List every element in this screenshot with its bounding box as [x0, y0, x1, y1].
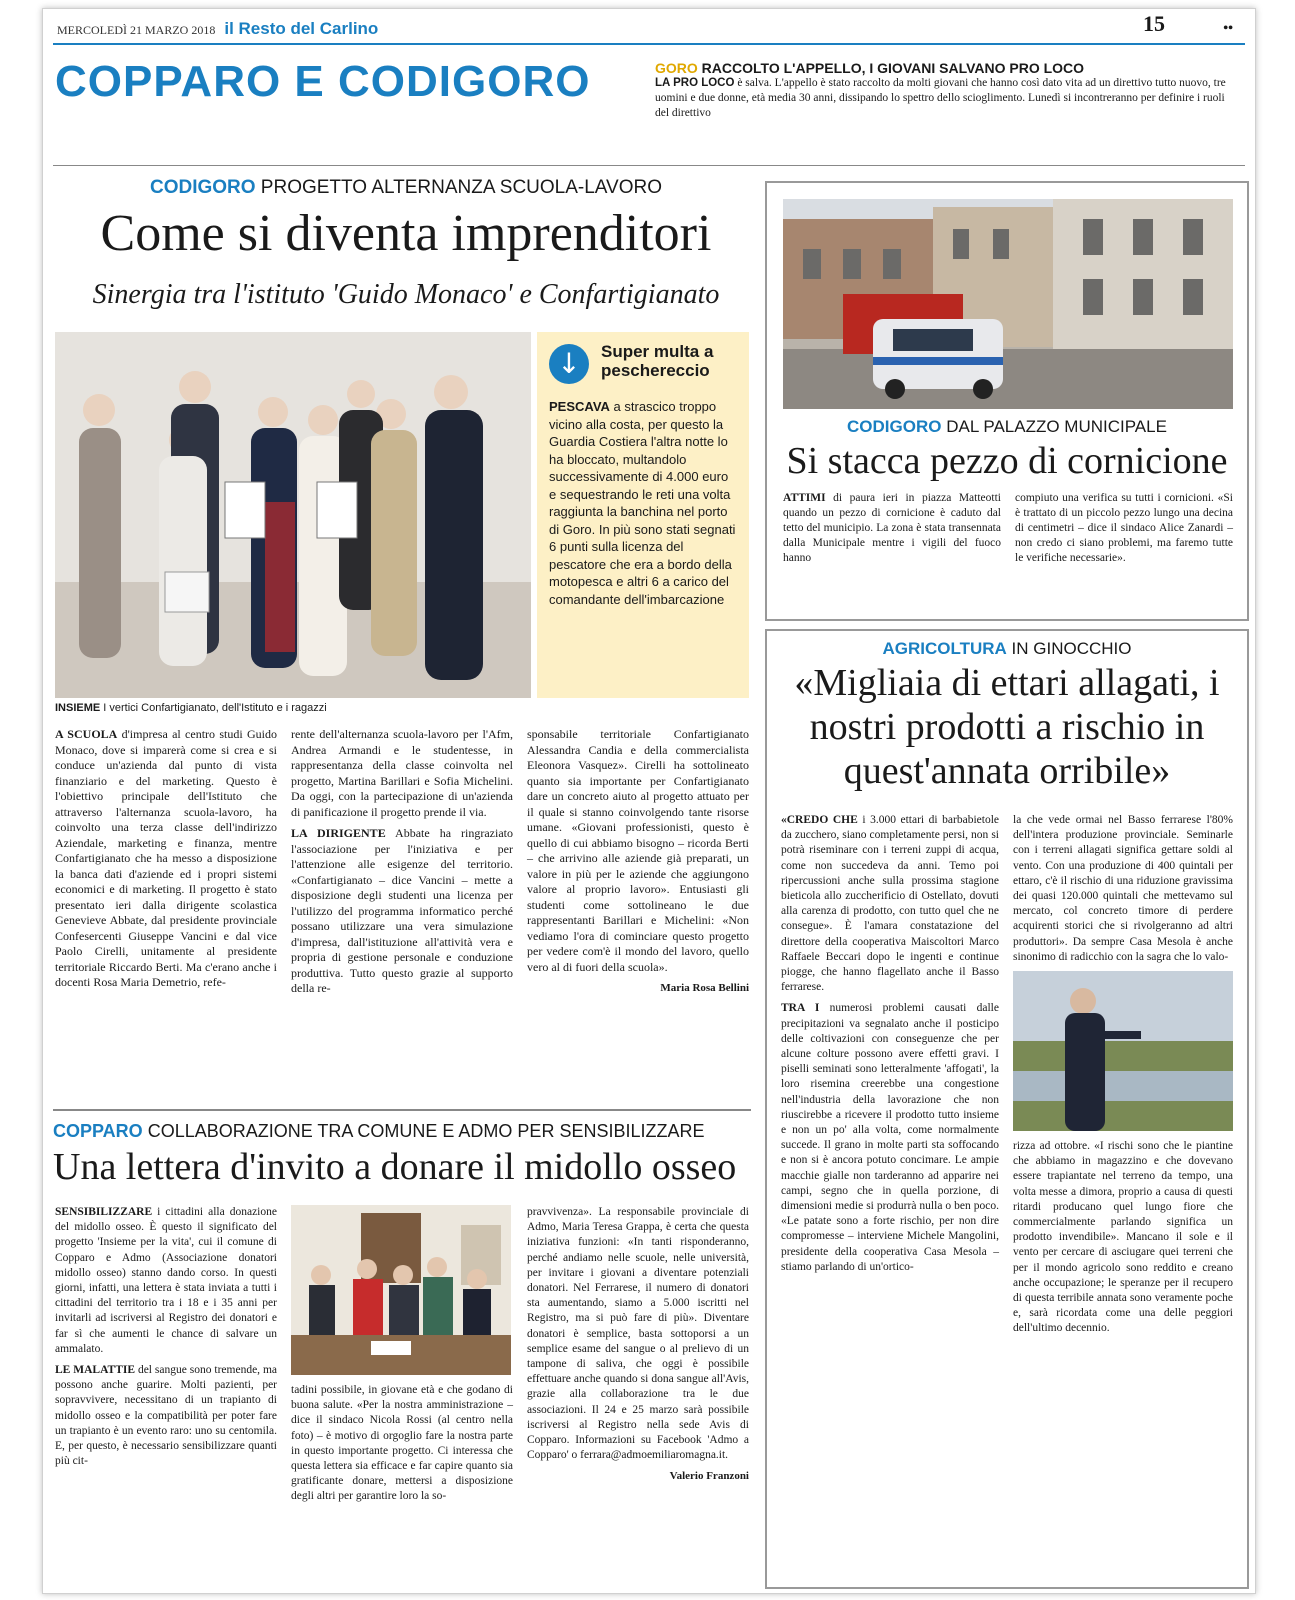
municipal-building-photo	[783, 199, 1233, 409]
article3-kicker-rest: IN GINOCCHIO	[1006, 639, 1132, 658]
brief-text: è salva. L'appello è stato raccolto da molti giovani che hanno così dato vita ad un direttivo tutto nuovo, tre uomini e due donne, età media 30 anni, dissipando lo spettro dello scioglimento. Lunedì si incontreranno per definire i ruoli del direttivo	[655, 77, 1226, 119]
article3-kicker-topic: AGRICOLTURA	[882, 639, 1007, 658]
section-rule	[53, 165, 1245, 166]
article3-title: «Migliaia di ettari allagati, i nostri prodotti a rischio in quest'annata orribile»	[794, 662, 1220, 792]
article3-col2-text: la che vede ormai nel Basso ferrarese l'80% dell'intera produzione provinciale. Seminarle con i terreni allagati significa gettare soldi al vento. Con una produzione di 400 quintali per ettaro, c'è il rischio di una riduzione gravissima dei quasi 120.000 quintali che mettevamo sul mercato, col concreto timore di perdere acquirenti storici che si rivolgeranno ad altri produttori». Da sempre Casa Mesola è anche sinonimo di radicchio con la sagra che lo valo-	[1013, 814, 1233, 963]
article-divider	[53, 1109, 751, 1111]
article1-author: Maria Rosa Bellini	[660, 982, 749, 994]
caption-lead: INSIEME	[55, 702, 101, 714]
article1-title: Come si diventa imprenditori	[100, 205, 712, 262]
article1-caption	[55, 702, 531, 714]
article3-col2	[1013, 813, 1233, 1583]
article1-col1-text: d'impresa al centro studi Guido Monaco, dove si imparerà come si crea e si conduce un'azienda dal punto di vista finanziario e del marketing. Questo è l'obiettivo principale dell'Istituto che attraverso l'alternanza scuola-lavoro, ha coinvolto una terza classe dell'indirizzo Aziendale, marketing e finanza, mentre Confartigianato che ha messo a disposizione la banca dati d'aziende ed i propri sistemi economici e di marketing. Il progetto è stato presentato ieri dalla dirigente scolastica Genevieve Abbate, dal presidente provinciale Confesercenti Giuseppe Vancini e dal vice Paolo Cirelli, unitamente al presidente territoriale Riccardo Berti. Ma c'erano anche i docenti Rosa Maria Demetrio, refe-	[55, 727, 277, 989]
newspaper-page	[42, 8, 1256, 1594]
article2-kicker-place: CODIGORO	[847, 417, 942, 436]
article3-kicker	[767, 639, 1247, 659]
sidebar-title: Super multa a peschereccio	[601, 342, 714, 380]
article4-kicker	[53, 1121, 753, 1142]
brief-text-block	[655, 76, 1241, 121]
article4-col1b-text: del sangue sono tremende, ma possono anche guarire. Molti pazienti, per sopravvivere, necessitano di un trapianto di midollo osseo e la compatibilità per poter fare un trapianto è un evento raro: uno su centomila. E, per questo, è necessario sensibilizzare quanti più cit-	[55, 1364, 278, 1468]
paper-logo: il Resto del Carlino	[224, 19, 379, 38]
article2-lead: ATTIMI	[783, 492, 826, 504]
top-rule	[53, 43, 1245, 45]
page-dots: ••	[1223, 21, 1233, 36]
article1-col1	[55, 727, 277, 1097]
section-title: COPPARO E CODIGORO	[55, 57, 591, 106]
article2-kicker	[767, 417, 1247, 437]
sidebar-body	[549, 398, 737, 608]
article1-col3-text: sponsabile territoriale Confartigianato Alessandra Candia e della commercialista Eleonora Vasquez». Cirelli ha sottolineato quanto sia importante per Confartigianato dare un concreto aiuto al progetto attuato per il quale si stanno coinvolgendo tante risorse umane. «Giovani professionisti, questo è quello di cui abbiamo bisogno – ricorda Berti – che arrivino alle aziende già preparati, un valore in più per le aziende che aggiungono valore al proprio lavoro». Entusiasti gli studenti come sottolineano le due rappresentanti Barillari e Michelini: «Non vediamo l'ora di cominciare questo progetto per vedere com'è il mondo del lavoro, quello vero al di fuori della scuola».	[527, 727, 749, 974]
article2-box	[765, 181, 1249, 621]
article2-photo	[783, 199, 1233, 409]
article1-subtitle: Sinergia tra l'istituto 'Guido Monaco' e Confartigianato	[92, 279, 720, 310]
article4-col3	[527, 1205, 749, 1590]
article4-col2-text: tadini possibile, in giovane età e che godano di buona salute. «Per la nostra amministrazione – dice il sindaco Nicola Rossi (al centro nella foto) – è motivo di orgoglio fare la nostra parte in questo importante progetto. Ci interessa che questa lettera sia efficace e far capire quanto sia gratificante donare, mettersi a disposizione degli altri per garantire loro la so-	[291, 1384, 513, 1503]
article3-col2b-text: rizza ad ottobre. «I rischi sono che le piantine che abbiamo in magazzino e che dovevano essere trapiantate nel terreno da tempo, una volta messe a dimora, proprio a causa di questi ritardi producano quel lungo fiore che commercialmente parlando significa un prodotto invendibile». Mancano il sole e il vento per cercare di asciugare quei terreni che per il mondo agricolo sono reddito e creano anche occupazione; le speranze per il recupero di questa terribile annata sono veramente poche e, sarà ricordata come una delle peggiori dell'ultimo decennio.	[1013, 1140, 1233, 1335]
group-photo-illustration	[55, 332, 531, 698]
article1-col2-text: rente dell'alternanza scuola-lavoro per l'Afm, Andrea Armandi e le studentesse, in rappresentanza della classe coinvolta nel progetto, Martina Barillari e Sofia Michelini. Da oggi, con la partecipazione di un'azienda di panificazione il progetto prende il via.	[291, 727, 513, 819]
article3-box	[765, 629, 1249, 1589]
article2-col2-text: compiuto una verifica su tutti i cornicioni. «Si è trattato di un piccolo pezzo lungo una decina di centimetri – dice il sindaco Alice Zanardi – non credo ci siano problemi, ma faremo tutte le verifiche necessarie».	[1015, 492, 1233, 564]
article1-col2b-text: Abbate ha ringraziato l'associazione per l'iniziativa e per l'attenzione alle esigenze del territorio. «Confartigianato – dice Vancini – mette a disposizione degli studenti una licenza per l'utilizzo del programma informatico perché possano utilizzare una vera simulazione d'impresa, dall'istituzione all'attività vera e propria di gestione personale e conduzione produttiva. Tutto questo grazie al supporto della re-	[291, 826, 513, 995]
arrow-down-icon: ↓	[549, 344, 589, 384]
sidebar-lead: PESCAVA	[549, 399, 610, 414]
article3-col1-text: i 3.000 ettari di barbabietole da zucchero, siano completamente persi, non si potrà riseminare con i terreni zuppi di acqua, come non succedeva da anni. Temo poi ripercussioni anche sulla prossima stagione bieticola allo zuccherificio di Ostellato, dovuti alla carenza di prodotto, con tutto quel che ne consegue». È l'amara constatazione del direttore della cooperativa Maiscoltori Marco Raffaele Beccari dopo le ingenti e continue piogge, che hanno flagellato anche il Basso ferrarese.	[781, 814, 999, 994]
article3-body	[781, 813, 1233, 1583]
article4-title: Una lettera d'invito a donare il midollo osseo	[53, 1146, 737, 1188]
caption-text: I vertici Confartigianato, dell'Istituto e i ragazzi	[100, 702, 327, 714]
brief-headline-line	[655, 61, 1241, 76]
article2-col1	[783, 491, 1001, 611]
article1-lead2: LA DIRIGENTE	[291, 826, 386, 840]
article1-kicker-place: CODIGORO	[149, 177, 256, 198]
article2-col1-text: di paura ieri in piazza Matteotti quando un pezzo di cornicione è caduto dal tetto del municipio. La zona è stata transennata dalla Municipale mentre i vigili del fuoco hanno	[783, 492, 1001, 564]
article1-body	[55, 727, 749, 1097]
article4-lead2: LE MALATTIE	[55, 1364, 136, 1377]
article1-lead: A SCUOLA	[55, 727, 118, 741]
article4-author: Valerio Franzoni	[669, 1470, 749, 1483]
article4-col2	[291, 1205, 513, 1590]
article1-kicker-topic: PROGETTO ALTERNANZA SCUOLA-LAVORO	[255, 177, 663, 198]
brief-kicker: GORO	[655, 60, 698, 76]
meeting-photo	[291, 1205, 511, 1375]
article3-lead2: TRA I	[781, 1002, 820, 1015]
masthead	[57, 19, 378, 39]
article3-col1b-text: numerosi problemi causati dalle precipitazioni va segnalato anche il posticipo delle coltivazioni con conseguenze che per alcune colture possono avere effetti gravi. I piselli seminati sono letteralmente 'affogati', la loro risemina creerebbe una congestione nell'industria della lavorazione che non riuscirebbe a ricevere il prodotto tutto insieme e non un po' alla volta, come normalmente succede. Il grano in molte parti sta soffocando e non si è ancora potuto concimare. Le ampie macchie gialle non tarderanno ad apparire nei campi, segno che in quella porzione, di dimensioni medie si produrrà nulla o ben poco. «Le patate sono a forte rischio, per non dire compromesse – interviene Michele Mangolini, presidente della cooperativa Casa Mesola – stiamo parlando di un'ortico-	[781, 1002, 999, 1273]
article1-photo	[55, 332, 531, 698]
sidebar-text: a strascico troppo vicino alla costa, per questo la Guardia Costiera l'altra notte lo ha bloccato, multandolo successivamente di 4.000 euro e sequestrando le reti una volta raggiunta la banchina nel porto di Goro. In più sono stati segnati 6 punti sulla licenza del pescatore che era a bordo della motopesca e altri 6 a carico del comandante dell'imbarcazione	[549, 399, 736, 607]
flooded-field-photo	[1013, 971, 1233, 1131]
article4-col3-text: pravvivenza». La responsabile provinciale di Admo, Maria Teresa Grappa, è certa che questa iniziativa funzioni: «In tanti risponderanno, perché andiamo nelle scuole, nelle università, per invitare i giovani a diventare potenziali donatori. Nel Ferrarese, il numero di donatori sta aumentando, siamo a 5.000 iscritti nel Registro, ma si può fare di più». Diventare donatori è semplice, basta sottoporsi a un semplice esame del sangue o al prelievo di un tampone di saliva, che oggi è possibile effettuare anche quando si dona sangue all'Avis, grazie alla collaborazione tra le due associazioni. Il 24 e 25 marzo sarà possibile iscriversi al Registro nella sede Avis di Copparo. Informazioni su Facebook 'Admo a Copparo' o ferrara@admoemiliaromagna.it.	[527, 1206, 749, 1462]
article3-photo	[1013, 971, 1233, 1131]
article4-col1-text: i cittadini alla donazione del midollo osseo. È questo il significato del progetto 'Insieme per la vita', cui il comune di Copparo e Admo (Associazione donatori midollo osseo) stanno dando corso. In questi giorni, infatti, una lettera è stata inviata a tutti i cittadini del territorio tra i 18 e i 35 anni per invitarli ad iscriversi al Registro dei donatori e far sì che aumenti le chance di salvare un ammalato.	[55, 1206, 277, 1355]
brief-headline: RACCOLTO L'APPELLO, I GIOVANI SALVANO PRO LOCO	[701, 60, 1085, 76]
news-brief	[655, 61, 1241, 121]
article2-body	[783, 491, 1233, 611]
page-number: 15	[1143, 11, 1165, 36]
article1-col2	[291, 727, 513, 1097]
article2-kicker-topic: DAL PALAZZO MUNICIPALE	[941, 417, 1167, 436]
article4-kicker-place: COPPARO	[53, 1121, 143, 1141]
article4-photo	[291, 1205, 513, 1375]
article2-title: Si stacca pezzo di cornicione	[786, 440, 1228, 482]
brief-lead: LA PRO LOCO	[655, 77, 735, 89]
article3-lead: «CREDO CHE	[781, 814, 858, 826]
article1-col3	[527, 727, 749, 1097]
article4-col1	[55, 1205, 277, 1590]
article1-kicker	[53, 177, 759, 199]
article2-col2	[1015, 491, 1233, 611]
article4-kicker-topic: COLLABORAZIONE TRA COMUNE E ADMO PER SENSIBILIZZARE	[142, 1121, 705, 1141]
article4-body	[55, 1205, 749, 1590]
article4-lead: SENSIBILIZZARE	[55, 1206, 153, 1218]
sidebar-box	[537, 332, 749, 698]
article3-col1	[781, 813, 999, 1583]
issue-date: MERCOLEDÌ 21 MARZO 2018	[57, 23, 216, 37]
